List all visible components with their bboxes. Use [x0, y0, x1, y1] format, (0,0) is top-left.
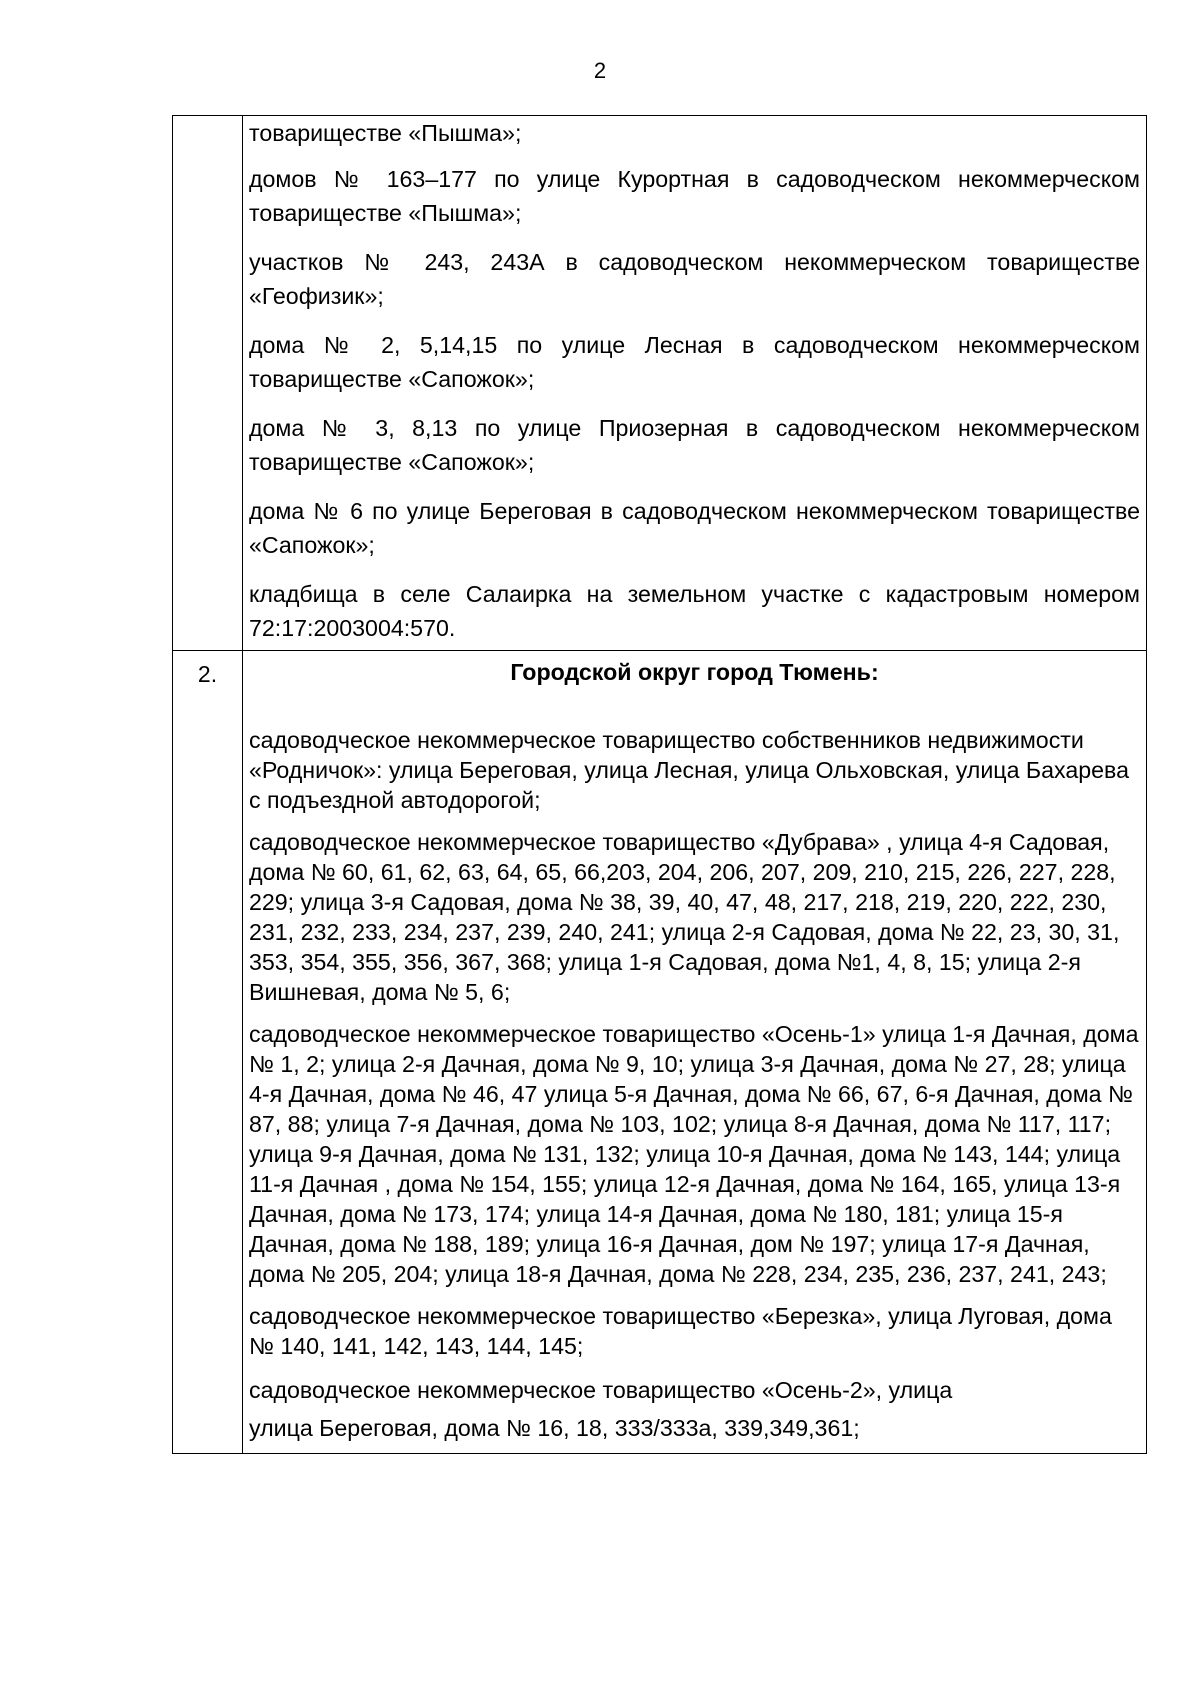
row-number	[173, 116, 242, 126]
page-number: 2	[593, 58, 607, 83]
row-content-cell	[243, 116, 1147, 651]
row-content-cell	[243, 651, 1147, 1454]
list-item: дома № 2, 5,14,15 по улице Лесная в садоводческом некоммерческом товариществе «Сапожок»;	[249, 332, 1140, 392]
table-row	[173, 651, 1147, 1454]
section-heading: Городской округ город Тюмень:	[510, 659, 879, 685]
list-item: садоводческое некоммерческое товарищество «Дубрава» , улица 4-я Садовая, дома № 60, 61, 62, 63, 64, 65, 66,203, 204, 206, 207, 209, 210, 215, 226, 227, 228, 229; улица 3-я Садовая, дома № 38, 39, 40, 47, 48, 217, 218, 219, 220, 222, 230, 231, 232, 233, 234, 237, 239, 240, 241; улица 2-я Садовая, дома № 22, 23, 30, 31, 353, 354, 355, 356, 367, 368; улица 1-я Садовая, дома №1, 4, 8, 15; улица 2-я Вишневая, дома № 5, 6;	[249, 829, 1120, 1005]
list-item: кладбища в селе Салаирка на земельном участке с кадастровым номером 72:17:2003004:570.	[249, 581, 1140, 641]
list-item: садоводческое некоммерческое товарищество «Осень-2», улица	[249, 1377, 953, 1403]
list-item: садоводческое некоммерческое товарищество собственников недвижимости «Родничок»: улица Береговая, улица Лесная, улица Ольховская, улица Бахарева с подъездной автодорогой;	[249, 727, 1129, 813]
row-number-cell	[173, 116, 243, 651]
document-table	[172, 115, 1147, 1454]
list-item: улица Береговая, дома № 16, 18, 333/333а, 339,349,361;	[249, 1415, 860, 1441]
list-item: садоводческое некоммерческое товарищество «Осень-1» улица 1-я Дачная, дома № 1, 2; улица 2-я Дачная, дома № 9, 10; улица 3-я Дачная, дома № 27, 28; улица 4-я Дачная, дома № 46, 47 улица 5-я Дачная, дома № 66, 67, 6-я Дачная, дома № 87, 88; улица 7-я Дачная, дома № 103, 102; улица 8-я Дачная, дома № 117, 117; улица 9-я Дачная, дома № 131, 132; улица 10-я Дачная, дома № 143, 144; улица 11-я Дачная , дома № 154, 155; улица 12-я Дачная, дома № 164, 165, улица 13-я Дачная, дома № 173, 174; улица 14-я Дачная, дома № 180, 181; улица 15-я Дачная, дома № 188, 189; улица 16-я Дачная, дом № 197; улица 17-я Дачная, дома № 205, 204; улица 18-я Дачная, дома № 228, 234, 235, 236, 237, 241, 243;	[249, 1021, 1139, 1287]
list-item: участков № 243, 243А в садоводческом некоммерческом товариществе «Геофизик»;	[249, 249, 1140, 309]
table-row	[173, 116, 1147, 651]
list-item: домов № 163–177 по улице Курортная в садоводческом некоммерческом товариществе «Пышма»;	[249, 166, 1140, 226]
list-item: садоводческое некоммерческое товарищество «Березка», улица Луговая, дома № 140, 141, 142, 143, 144, 145;	[249, 1303, 1112, 1359]
list-item: дома № 3, 8,13 по улице Приозерная в садоводческом некоммерческом товариществе «Сапожок»;	[249, 415, 1140, 475]
row-number-cell	[173, 651, 243, 1454]
list-item: дома № 6 по улице Береговая в садоводческом некоммерческом товариществе «Сапожок»;	[249, 498, 1140, 558]
list-item: товариществе «Пышма»;	[249, 120, 522, 146]
row-number: 2.	[197, 661, 218, 687]
